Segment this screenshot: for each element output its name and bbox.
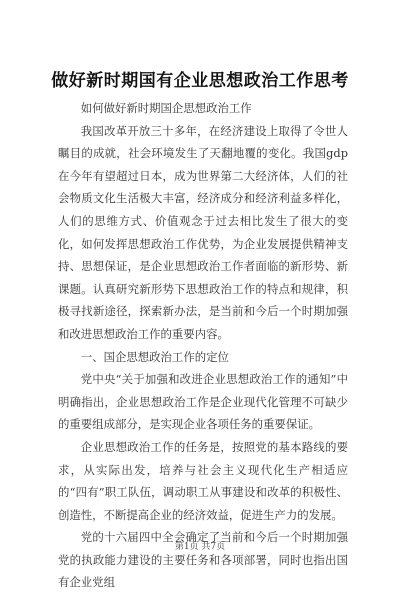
paragraph: 党中央“关于加强和改进企业思想政治工作的通知”中明确指出，企业思想政治工作是企业现代化管理不可缺少的重要组成部分，是实现企业各项任务的重要保证。: [58, 372, 348, 432]
section-heading: 一、国企思想政治工作的定位: [80, 349, 229, 364]
document-subtitle: 如何做好新时期国企思想政治工作: [80, 101, 252, 115]
document-body: [58, 97, 348, 594]
paragraph: 党的十六届四中全会确定了当前和今后一个时期加强党的执政能力建设的主要任务和各项部署，同时也指出国有企业党组: [58, 530, 348, 590]
paragraph: 企业思想政治工作的任务是，按照党的基本路线的要求，从实际出发，培养与社会主义现代化生产相适应的“四有”职工队伍，调动职工从事建设和改革的积极性、创造性，不断提高企业的经济效益，促进生产力的发展。: [58, 439, 348, 522]
document-title: 做好新时期国有企业思想政治工作思考: [51, 71, 349, 91]
paragraph: 我国改革开放三十多年，在经济建设上取得了令世人瞩目的成就，社会环境发生了天翻地覆的变化。我国gdp在今年有望超过日本，成为世界第二大经济体，人们的社会物质文化生活极大丰富，经济成分和经济利益多样化，人们的思维方式、价值观念于过去相比发生了很大的变化，如何发挥思想政治工作优势，为企业发展提供精神支持、思想保证，是企业思想政治工作者面临的新形势、新课题。认真研究新形势下思想政治工作的特点和规律，积极寻找新途径，探索新办法，是当前和今后一个时期加强和改进思想政治工作的重要内容。: [58, 123, 348, 341]
page-footer: 第1页 共7页: [174, 542, 226, 552]
